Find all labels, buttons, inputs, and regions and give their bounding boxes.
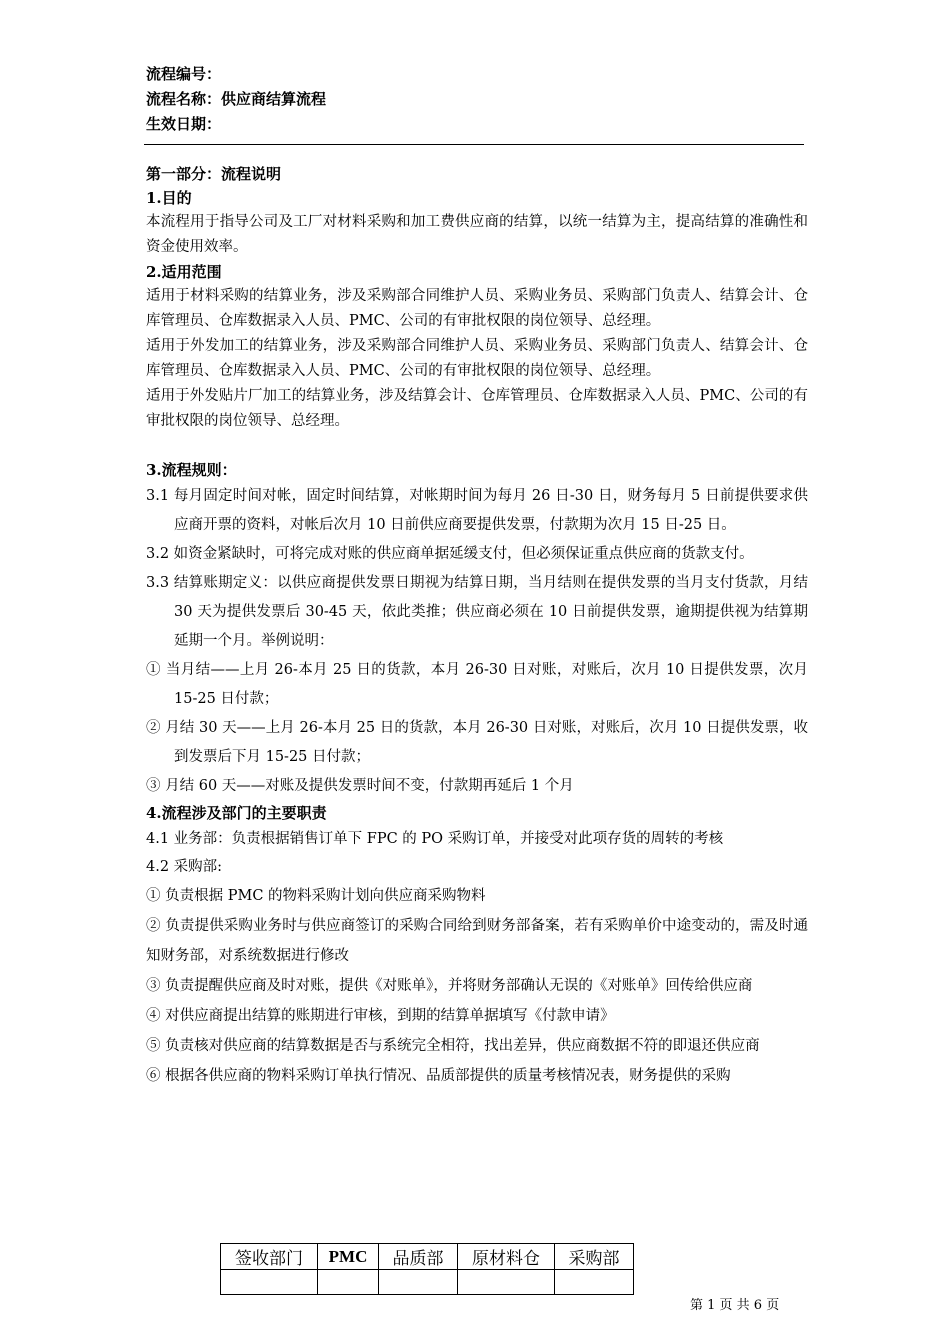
duty-item: ① 负责根据 PMC 的物料采购计划向供应商采购物料 bbox=[146, 888, 486, 904]
rule-example: ① 当月结——上月 26-本月 25 日的货款，本月 26-30 日对账，对账后，次月 10 日提供发票，次月 15-25 日付款； bbox=[146, 662, 808, 707]
sign-off-header-cell: 原材料仓 bbox=[458, 1244, 555, 1270]
document-body bbox=[146, 162, 808, 1091]
duty-item: ⑥ 根据各供应商的物料采购订单执行情况、品质部提供的质量考核情况表，财务提供的采购 bbox=[146, 1068, 731, 1084]
spacer bbox=[146, 434, 808, 458]
sign-off-header-cell: 采购部 bbox=[555, 1244, 634, 1270]
rule-item: 3.3 结算账期定义：以供应商提供发票日期视为结算日期，当月结则在提供发票的当月支付货款，月结 30 天为提供发票后 30-45 天，依此类推；供应商必须在 10 日前提供发票，逾期提供视为结算期延期一个月。举例说明： bbox=[146, 575, 808, 649]
sign-off-table bbox=[220, 1243, 634, 1295]
sign-off-header-cell: PMC bbox=[318, 1244, 379, 1270]
scope-heading: 2.适用范围 bbox=[146, 263, 222, 281]
rule-item: 3.2 如资金紧缺时，可将完成对账的供应商单据延缓支付，但必须保证重点供应商的货款支付。 bbox=[146, 546, 754, 562]
signature-cell[interactable] bbox=[379, 1270, 458, 1295]
signature-cell[interactable] bbox=[555, 1270, 634, 1295]
sign-off-header-row bbox=[221, 1244, 634, 1270]
scope-paragraph: 适用于外发贴片厂加工的结算业务，涉及结算会计、仓库管理员、仓库数据录入人员、PMC、公司的有审批权限的岗位领导、总经理。 bbox=[146, 388, 808, 429]
part1-title: 第一部分：流程说明 bbox=[146, 165, 282, 183]
purpose-text: 本流程用于指导公司及工厂对材料采购和加工费供应商的结算，以统一结算为主，提高结算的准确性和资金使用效率。 bbox=[146, 214, 808, 255]
rule-item: 3.1 每月固定时间对帐，固定时间结算，对帐期时间为每月 26 日-30 日，财务每月 5 日前提供要求供应商开票的资料，对帐后次月 10 日前供应商要提供发票，付款期为次月 15 日-25 日。 bbox=[146, 488, 808, 533]
signature-cell[interactable] bbox=[221, 1270, 318, 1295]
process-number-label: 流程编号： bbox=[146, 65, 222, 83]
duty-item: ③ 负责提醒供应商及时对账，提供《对账单》，并将财务部确认无误的《对账单》回传给供应商 bbox=[146, 978, 753, 994]
header-divider bbox=[144, 144, 804, 145]
duty-item: ④ 对供应商提出结算的账期进行审核，到期的结算单据填写《付款申请》 bbox=[146, 1008, 615, 1024]
scope-paragraph: 适用于外发加工的结算业务，涉及采购部合同维护人员、采购业务员、采购部门负责人、结算会计、仓库管理员、仓库数据录入人员、PMC、公司的有审批权限的岗位领导、总经理。 bbox=[146, 338, 808, 379]
duty-item: ⑤ 负责核对供应商的结算数据是否与系统完全相符，找出差异，供应商数据不符的即退还供应商 bbox=[146, 1038, 760, 1054]
sign-off-signature-row bbox=[221, 1270, 634, 1295]
duty-item: 4.1 业务部：负责根据销售订单下 FPC 的 PO 采购订单，并接受对此项存货的周转的考核 bbox=[146, 831, 724, 847]
signature-cell[interactable] bbox=[458, 1270, 555, 1295]
rule-example: ③ 月结 60 天——对账及提供发票时间不变，付款期再延后 1 个月 bbox=[146, 778, 574, 794]
duty-item: ② 负责提供采购业务时与供应商签订的采购合同给到财务部备案，若有采购单价中途变动的，需及时通知财务部，对系统数据进行修改 bbox=[146, 918, 808, 964]
duty-item: 4.2 采购部: bbox=[146, 859, 223, 875]
duties-heading: 4.流程涉及部门的主要职责 bbox=[146, 804, 327, 822]
signature-cell[interactable] bbox=[318, 1270, 379, 1295]
sign-off-header-cell: 品质部 bbox=[379, 1244, 458, 1270]
sign-off-header-cell: 签收部门 bbox=[221, 1244, 318, 1270]
effective-date-label: 生效日期： bbox=[146, 115, 222, 133]
scope-paragraph: 适用于材料采购的结算业务，涉及采购部合同维护人员、采购业务员、采购部门负责人、结算会计、仓库管理员、仓库数据录入人员、PMC、公司的有审批权限的岗位领导、总经理。 bbox=[146, 288, 808, 329]
page-number: 第 1 页 共 6 页 bbox=[690, 1298, 780, 1313]
rules-heading: 3.流程规则： bbox=[146, 461, 237, 479]
process-name-label: 流程名称：供应商结算流程 bbox=[146, 90, 327, 108]
rule-example: ② 月结 30 天——上月 26-本月 25 日的货款，本月 26-30 日对账，对账后，次月 10 日提供发票，收到发票后下月 15-25 日付款； bbox=[146, 720, 808, 765]
purpose-heading: 1.目的 bbox=[146, 189, 192, 207]
